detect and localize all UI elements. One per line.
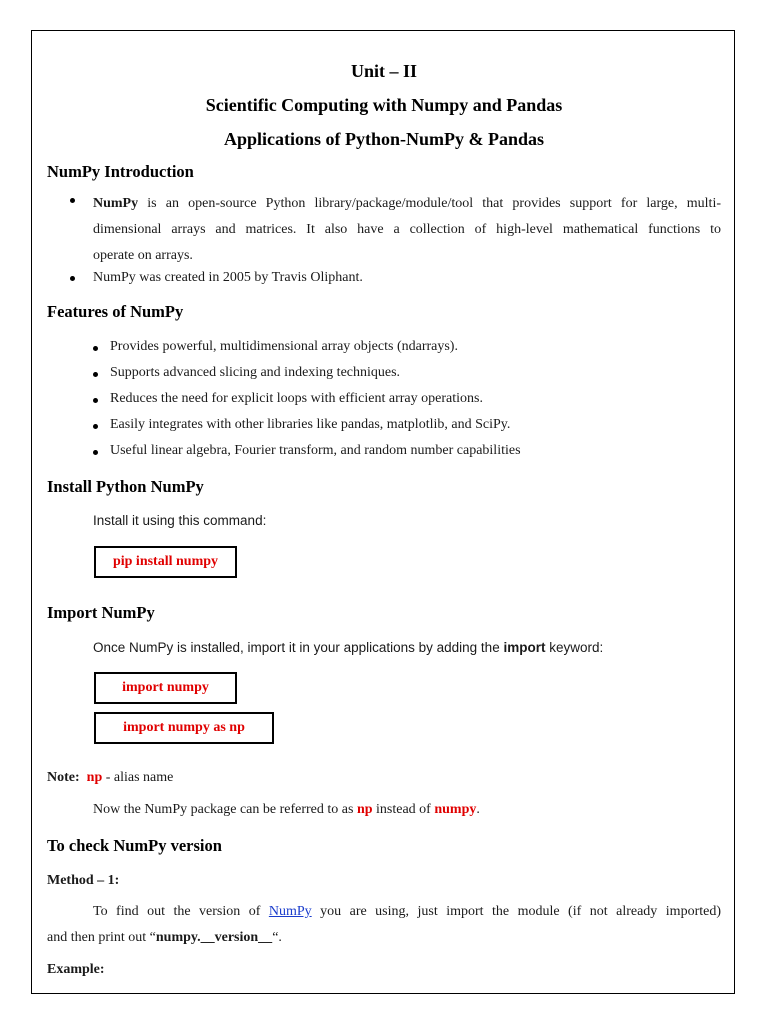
install-command-box: pip install numpy bbox=[94, 546, 237, 578]
intro-heading: NumPy Introduction bbox=[47, 162, 194, 181]
feature-item: Provides powerful, multidimensional array objects (ndarrays). bbox=[110, 339, 458, 354]
features-heading: Features of NumPy bbox=[47, 302, 184, 321]
version-heading: To check NumPy version bbox=[47, 836, 222, 855]
import-heading: Import NumPy bbox=[47, 603, 155, 622]
bullet-dot bbox=[93, 372, 98, 377]
subject-title: Scientific Computing with Numpy and Pandas bbox=[205, 95, 563, 115]
install-heading: Install Python NumPy bbox=[47, 477, 204, 496]
bullet-dot bbox=[93, 398, 98, 403]
version-para-line-1 bbox=[93, 904, 721, 920]
bullet-dot bbox=[93, 346, 98, 351]
import-keyword: import bbox=[503, 640, 546, 655]
unit-title: Unit – II bbox=[350, 61, 417, 81]
note-alias: np bbox=[86, 770, 103, 785]
intro-bullet-2: NumPy was created in 2005 by Travis Oliphant. bbox=[93, 270, 363, 285]
version-code: numpy.__version__ bbox=[155, 930, 273, 945]
import-text-before: Once NumPy is installed, import it in your applications by adding the bbox=[93, 640, 504, 655]
intro-bullet-1-text: is an open-source Python library/package/module/tool that provides support for large, multi- bbox=[138, 196, 721, 211]
import-text-after: keyword: bbox=[545, 640, 604, 655]
numpy-strong: NumPy bbox=[93, 196, 139, 211]
bullet-dot bbox=[93, 424, 98, 429]
install-text: Install it using this command: bbox=[93, 513, 267, 528]
note-label: Note: bbox=[47, 770, 80, 785]
topic-title: Applications of Python-NumPy & Pandas bbox=[223, 129, 545, 149]
note-line bbox=[47, 770, 173, 786]
import-numpy-as-np-box: import numpy as np bbox=[94, 712, 274, 744]
version-para-2-before: and then print out “ bbox=[47, 930, 156, 945]
version-para-2-after: “. bbox=[272, 930, 282, 945]
version-para-line-2 bbox=[47, 930, 282, 946]
bullet-dot bbox=[93, 450, 98, 455]
bullet-dot bbox=[70, 198, 75, 203]
feature-item: Useful linear algebra, Fourier transform, and random number capabilities bbox=[110, 443, 521, 458]
version-para-after: you are using, just import the module (if not already imported) bbox=[311, 904, 721, 919]
note-detail-end: . bbox=[476, 802, 480, 817]
version-para-before: To find out the version of bbox=[93, 904, 269, 919]
note-alias-desc: - alias name bbox=[102, 770, 174, 785]
feature-item: Reduces the need for explicit loops with efficient array operations. bbox=[110, 391, 483, 406]
note-detail-mid: instead of bbox=[372, 802, 435, 817]
import-numpy-box: import numpy bbox=[94, 672, 237, 704]
numpy-link[interactable]: NumPy bbox=[268, 904, 312, 919]
note-detail-before: Now the NumPy package can be referred to as bbox=[93, 802, 357, 817]
example-label: Example: bbox=[47, 962, 105, 977]
feature-item: Supports advanced slicing and indexing techniques. bbox=[110, 365, 401, 380]
note-numpy: numpy bbox=[434, 802, 477, 817]
intro-bullet-1-line-2: dimensional arrays and matrices. It also have a collection of high-level mathematical functions to bbox=[93, 222, 721, 237]
feature-item: Easily integrates with other libraries like pandas, matplotlib, and SciPy. bbox=[110, 417, 511, 432]
intro-bullet-1-line-1 bbox=[93, 191, 721, 217]
import-text bbox=[93, 640, 603, 655]
bullet-dot bbox=[70, 276, 75, 281]
method-label: Method – 1: bbox=[47, 873, 120, 888]
intro-bullet-1-line-3: operate on arrays. bbox=[93, 248, 193, 263]
note-np: np bbox=[356, 802, 373, 817]
note-detail bbox=[93, 802, 480, 818]
